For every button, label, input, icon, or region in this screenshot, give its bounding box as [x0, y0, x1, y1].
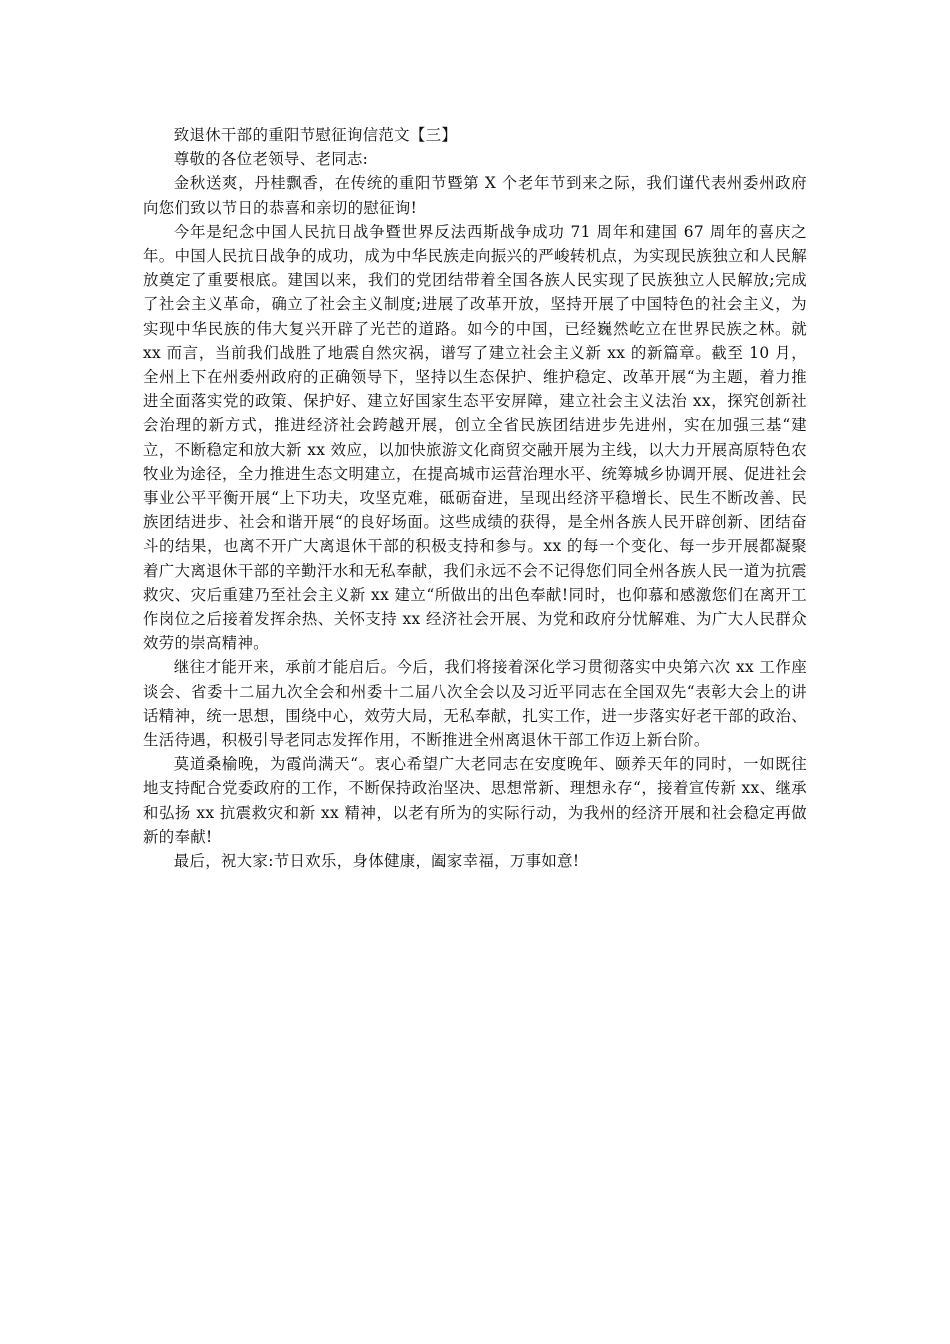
- paragraph-opening: 金秋送爽，丹桂飘香，在传统的重阳节暨第 X 个老年节到来之际，我们谨代表州委州政府向您们致以节日的恭喜和亲切的慰征询!: [143, 174, 807, 217]
- letter-body: [143, 123, 807, 873]
- paragraph-hopes: 莫道桑榆晚，为霞尚满天“。衷心希望广大老同志在安度晚年、颐养天年的同时，一如既往地支持配合党委政府的工作，不断保持政治坚决、思想常新、理想永存“，接着宣传新 xx、继承和弘扬 xx 抗震救灾和新 xx 精神，以老有所为的实际行动，为我州的经济开展和社会稳定再做新的奉献!: [143, 755, 807, 846]
- paragraph-closing: 最后，祝大家:节日欢乐，身体健康，阖家幸福，万事如意!: [173, 852, 580, 871]
- letter-title: 致退休干部的重阳节慰征询信范文【三】: [173, 126, 458, 144]
- paragraph-achievements: 今年是纪念中国人民抗日战争暨世界反法西斯战争成功 71 周年和建国 67 周年的喜庆之年。中国人民抗日战争的成功，成为中华民族走向振兴的严峻转机点，为实现民族独立和人民解放奠定了重要根底。建国以来，我们的党团结带着全国各族人民实现了民族独立人民解放;完成了社会主义革命，确立了社会主义制度;进展了改革开放，坚持开展了中国特色的社会主义，为实现中华民族的伟大复兴开辟了光芒的道路。如今的中国，已经巍然屹立在世界民族之林。就 xx 而言，当前我们战胜了地震自然灾祸，谱写了建立社会主义新 xx 的新篇章。截至 10 月，全州上下在州委州政府的正确领导下，坚持以生态保护、维护稳定、改革开展“为主题，着力推进全面落实党的政策、保护好、建立好国家生态平安屏障，建立社会主义法治 xx，探究创新社会治理的新方式，推进经济社会跨越开展，创立全省民族团结进步先进州，实在加强三基“建立，不断稳定和放大新 xx 效应，以加快旅游文化商贸交融开展为主线，以大力开展高原特色农牧业为途径，全力推进生态文明建立，在提高城市运营治理水平、统筹城乡协调开展、促进社会事业公平平衡开展“上下功夫，攻坚克难，砥砺奋进，呈现出经济平稳增长、民生不断改善、民族团结进步、社会和谐开展“的良好场面。这些成绩的获得，是全州各族人民开辟创新、团结奋斗的结果，也离不开广大离退休干部的积极支持和参与。xx 的每一个变化、每一步开展都凝聚着广大离退休干部的辛勤汗水和无私奉献，我们永远不会不记得您们同全州各族人民一道为抗震救灾、灾后重建乃至社会主义新 xx 建立“所做出的出色奉献!同时，也仰慕和感激您们在离开工作岗位之后接着发挥余热、关怀支持 xx 经济社会开展、为党和政府分忧解难、为广大人民群众效劳的崇高精神。: [143, 222, 807, 653]
- letter-greeting: 尊敬的各位老领导、老同志:: [173, 150, 369, 169]
- paragraph-future-work: 继往才能开来，承前才能启后。今后，我们将接着深化学习贯彻落实中央第六次 xx 工作座谈会、省委十二届九次全会和州委十二届八次全会以及习近平同志在全国双先“表彰大会上的讲话精神，统一思想，围绕中心，效劳大局，无私奉献，扎实工作，进一步落实好老干部的政治、生活待遇，积极引导老同志发挥作用，不断推进全州离退休干部工作迈上新台阶。: [143, 658, 807, 750]
